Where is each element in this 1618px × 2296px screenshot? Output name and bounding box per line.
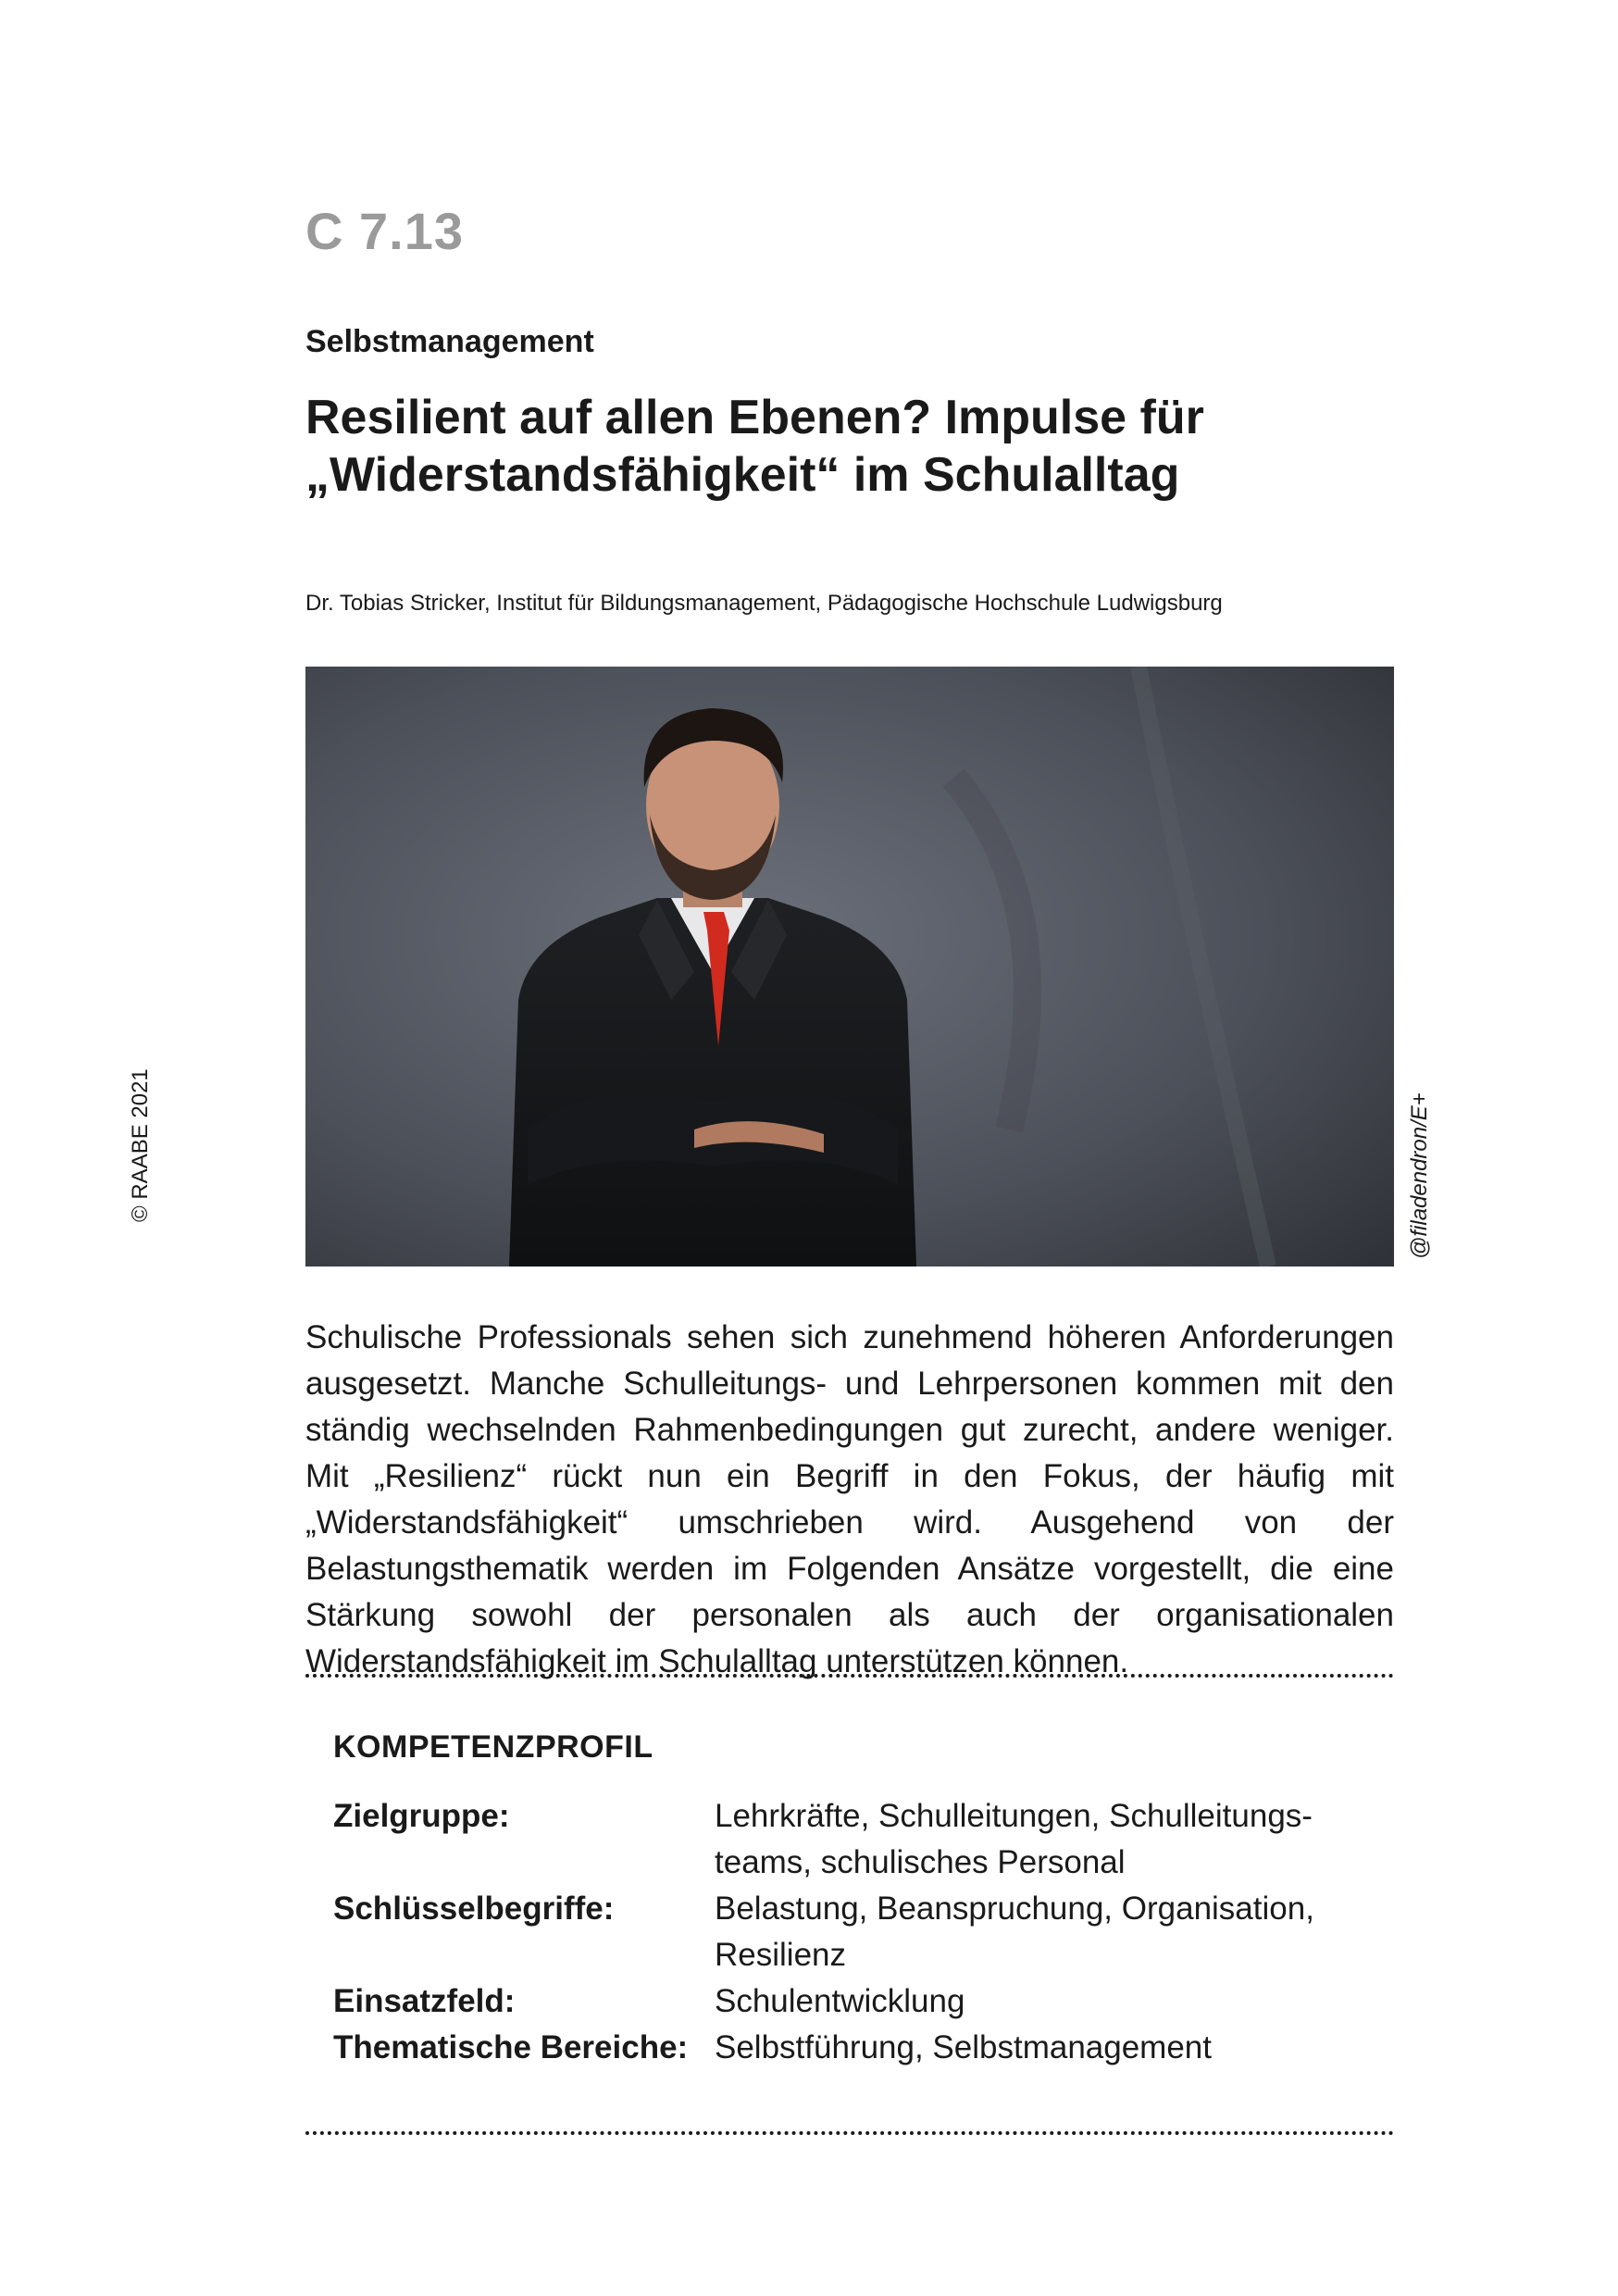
profile-value: Schulentwicklung (715, 1983, 965, 2019)
photo-credit: @filadendron/E+ (1407, 1092, 1432, 1259)
profile-row-einsatzfeld (333, 1978, 1370, 2025)
profile-row-schluesselbegriffe (333, 1886, 1370, 1978)
copyright-note: © RAABE 2021 (128, 1068, 153, 1222)
profile-value: Belastung, Beanspruchung, Organisation, Resilienz (715, 1890, 1314, 1973)
profile-label: Zielgruppe: (333, 1798, 510, 1834)
title-line-2: „Widerstandsfähigkeit“ im Schulalltag (305, 448, 1180, 502)
competence-profile (333, 1729, 1370, 2071)
intro-paragraph: Schulische Professionals sehen sich zunehmend höheren Anforderungen ausgesetzt. Manche Schulleitungs- und Lehrpersonen kommen mit den ständig wechselnden Rahmenbedingungen gut zurecht, andere weniger. Mit „Resilienz“ rückt nun ein Begriff in den Fokus, der häufig mit „Widerstandsfähigkeit“ umschrieben wird. Ausgehend von der Belastungsthematik werden im Folgenden Ansätze vorgestellt, die eine Stärkung sowohl der personalen als auch der organisationalen Widerstandsfähigkeit im Schulalltag unterstützen können. (305, 1319, 1394, 1679)
divider-bottom (305, 2131, 1394, 2135)
profile-value: Lehrkräfte, Schulleitungen, Schulleitungsteams, schulisches Personal (715, 1798, 1313, 1880)
profile-label: Schlüsselbegriffe: (333, 1890, 615, 1927)
profile-title: KOMPETENZPROFIL (333, 1729, 653, 1765)
businessman-photo-illustration (305, 667, 1394, 1267)
page-title (305, 389, 1398, 504)
profile-label: Einsatzfeld: (333, 1983, 516, 2019)
section-label: Selbstmanagement (305, 324, 594, 359)
author-line: Dr. Tobias Stricker, Institut für Bildungsmanagement, Pädagogische Hochschule Ludwigsburg (305, 591, 1223, 616)
profile-row-zielgruppe (333, 1793, 1370, 1886)
chapter-number: C 7.13 (305, 202, 464, 260)
divider-top (305, 1674, 1394, 1678)
title-line-1: Resilient auf allen Ebenen? Impulse für (305, 391, 1204, 444)
profile-value: Selbstführung, Selbstmanagement (715, 2029, 1212, 2065)
profile-label: Thematische Bereiche: (333, 2029, 689, 2065)
profile-row-thematische-bereiche (333, 2025, 1370, 2071)
header-photo (305, 667, 1394, 1267)
